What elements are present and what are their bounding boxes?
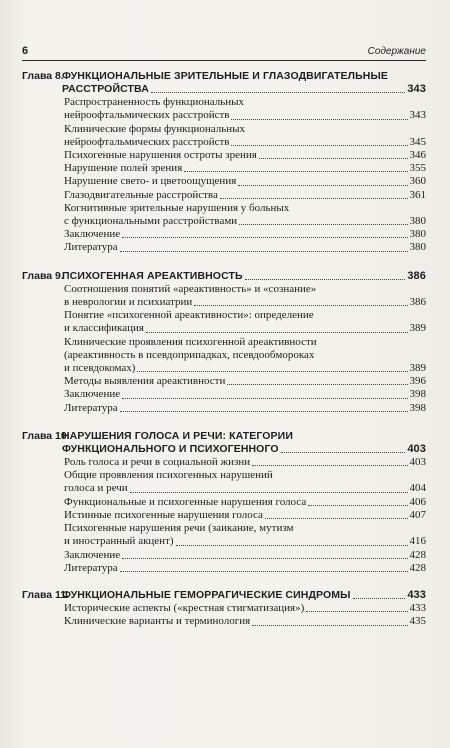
chapter-label: Глава 11.: [22, 588, 70, 601]
toc-entry-row[interactable]: [64, 388, 426, 401]
toc-entry-text: Методы выявления ареактивности: [64, 375, 226, 388]
chapter-title-last-line: [62, 443, 426, 456]
toc-entry-row[interactable]: [64, 189, 426, 202]
toc-entry-row[interactable]: [64, 602, 426, 615]
toc-entry-row[interactable]: [64, 228, 426, 241]
dot-leader: [194, 305, 407, 306]
toc-entry: [64, 375, 426, 388]
toc-entry-row[interactable]: [64, 549, 426, 562]
toc-entry-line: Клинические проявления психогенной ареактивности: [64, 335, 317, 348]
toc-entry-text: голоса и речи: [64, 482, 128, 495]
chapter-heading[interactable]: [22, 589, 426, 602]
dot-leader: [137, 371, 407, 372]
toc-entry-page: 428: [409, 548, 426, 561]
chapter-title-line: РАССТРОЙСТВА: [62, 83, 149, 95]
dot-leader: [151, 92, 405, 93]
toc-entry-row[interactable]: [64, 215, 426, 228]
toc-entry-row[interactable]: [64, 402, 426, 415]
toc-entry: [64, 469, 426, 495]
toc-entry-page: 380: [409, 215, 426, 228]
toc-entry: [64, 309, 426, 335]
toc-entry-text: Заключение: [64, 548, 121, 561]
toc-entry-row[interactable]: [64, 296, 426, 309]
toc-entry-page: 380: [409, 228, 426, 241]
toc-entry-text: Литература: [64, 561, 118, 574]
toc-entry: [64, 96, 426, 122]
chapter-title: [62, 70, 426, 96]
chapter-heading[interactable]: [22, 430, 426, 456]
toc-entry-text: и псевдокомах): [64, 362, 136, 375]
toc-entry-page: 406: [409, 495, 426, 508]
toc-entry-text: Функциональные и психогенные нарушения голоса: [64, 495, 307, 508]
toc-entry-row[interactable]: [64, 109, 426, 122]
chapter-title-line: НАРУШЕНИЯ ГОЛОСА И РЕЧИ: КАТЕГОРИИ: [62, 429, 293, 442]
toc-entry: [64, 202, 426, 228]
toc-entry-text: Глазодвигательные расстройства: [64, 188, 218, 201]
chapter-heading[interactable]: [22, 70, 426, 96]
toc-entry: [64, 123, 426, 149]
chapter-label: Глава 10.: [22, 429, 70, 442]
dot-leader: [306, 611, 407, 612]
chapter-section: [22, 270, 426, 415]
toc-entry: [64, 549, 426, 562]
toc-entry-page: 404: [409, 482, 426, 495]
dot-leader: [231, 119, 407, 120]
dot-leader: [252, 625, 407, 626]
toc-entry-row[interactable]: [64, 456, 426, 469]
toc-entry-page: 345: [409, 135, 426, 148]
toc-entry-page: 435: [409, 615, 426, 628]
chapter-title-line: ФУНКЦИОНАЛЬНЫЕ ЗРИТЕЛЬНЫЕ И ГЛАЗОДВИГАТЕЛЬНЫЕ: [62, 70, 388, 82]
dot-leader: [265, 518, 408, 519]
page-number: 6: [22, 45, 29, 57]
toc-entry-text: Нарушение свето- и цветоощущения: [64, 175, 237, 188]
dot-leader: [122, 558, 407, 559]
chapter-title-line: ФУНКЦИОНАЛЬНЫЕ ГЕМОРРАГИЧЕСКИЕ СИНДРОМЫ: [62, 588, 351, 601]
toc-entry-row[interactable]: [64, 362, 426, 375]
table-of-contents: [22, 70, 426, 629]
toc-entry-line: Распространенность функциональных: [64, 96, 245, 109]
toc-entry: [64, 241, 426, 254]
toc-entry: [64, 175, 426, 188]
toc-entry-row[interactable]: [64, 375, 426, 388]
toc-entry-text: Литература: [64, 241, 118, 254]
toc-entry-text: нейроофтальмических расстройств: [64, 135, 230, 148]
dot-leader: [120, 411, 408, 412]
dot-leader: [227, 384, 407, 385]
toc-entry-page: 361: [409, 188, 426, 201]
chapter-title-line: ПСИХОГЕННАЯ АРЕАКТИВНОСТЬ: [62, 269, 243, 282]
toc-entry-row[interactable]: [64, 149, 426, 162]
toc-entry-row[interactable]: [64, 175, 426, 188]
toc-entry-line: Клинические формы функциональных: [64, 122, 245, 135]
toc-entry-row[interactable]: [64, 496, 426, 509]
toc-entry-line: (ареактивность в псевдоприпадках, псевдообмороках: [64, 348, 315, 361]
dot-leader: [308, 505, 407, 506]
toc-entry-row[interactable]: [64, 509, 426, 522]
toc-entry-text: Исторические аспекты («крестная стигматизация»): [64, 602, 305, 615]
dot-leader: [130, 492, 408, 493]
toc-entry-row[interactable]: [64, 615, 426, 628]
dot-leader: [259, 158, 408, 159]
dot-leader: [120, 251, 408, 252]
toc-entry: [64, 522, 426, 548]
toc-entry-text: Клинические варианты и терминология: [64, 615, 251, 628]
chapter-section: [22, 70, 426, 255]
toc-entry-line: Соотношения понятий «ареактивность» и «сознание»: [64, 282, 317, 295]
dot-leader: [281, 452, 406, 453]
dot-leader: [245, 279, 406, 280]
chapter-page: 386: [407, 269, 426, 282]
chapter-title-last-line: [62, 83, 426, 96]
toc-entry-row[interactable]: [64, 241, 426, 254]
chapter-title: [62, 430, 426, 456]
toc-entry-row[interactable]: [64, 136, 426, 149]
toc-entry-text: Литература: [64, 401, 118, 414]
chapter-label: Глава 8.: [22, 70, 64, 82]
toc-entry-page: 389: [409, 322, 426, 335]
toc-entry-line: Понятие «психогенной ареактивности»: определение: [64, 309, 314, 322]
chapter-section: [22, 430, 426, 575]
chapter-title-last-line: [62, 270, 426, 283]
toc-entry-text: и классификация: [64, 322, 144, 335]
dot-leader: [176, 545, 408, 546]
chapter-heading[interactable]: [22, 270, 426, 283]
chapter-label: Глава 9.: [22, 269, 64, 282]
toc-entry: [64, 402, 426, 415]
toc-entry-line: Психогенные нарушения речи (заикание, мутизм: [64, 522, 294, 535]
toc-entry-row[interactable]: [64, 322, 426, 335]
dot-leader: [353, 598, 406, 599]
toc-entry-row[interactable]: [64, 535, 426, 548]
dot-leader: [146, 332, 408, 333]
toc-entry-text: Психогенные нарушения остроты зрения: [64, 149, 257, 162]
toc-entry: [64, 456, 426, 469]
toc-entry-page: 360: [409, 175, 426, 188]
toc-entry-page: 355: [409, 162, 426, 175]
toc-entry: [64, 509, 426, 522]
toc-entry-row[interactable]: [64, 162, 426, 175]
toc-entry: [64, 189, 426, 202]
toc-entry-page: 433: [409, 602, 426, 615]
toc-entry: [64, 388, 426, 401]
toc-entry: [64, 228, 426, 241]
toc-entry: [64, 149, 426, 162]
toc-entry-text: Роль голоса и речи в социальной жизни: [64, 456, 251, 469]
toc-entry-text: и иностранный акцент): [64, 535, 174, 548]
toc-entry-text: Заключение: [64, 388, 121, 401]
toc-entry-text: Заключение: [64, 228, 121, 241]
toc-entry: [64, 562, 426, 575]
toc-entry-page: 398: [409, 401, 426, 414]
dot-leader: [122, 398, 407, 399]
toc-entry-line: Общие проявления психогенных нарушений: [64, 469, 273, 482]
toc-entry-page: 403: [409, 456, 426, 469]
dot-leader: [220, 198, 408, 199]
toc-entry-text: в неврологии и психиатрии: [64, 296, 193, 309]
toc-entry-row[interactable]: [64, 482, 426, 495]
toc-entry-text: Истинные психогенные нарушения голоса: [64, 508, 263, 521]
toc-entry-page: 416: [409, 535, 426, 548]
toc-entry-page: 428: [409, 561, 426, 574]
toc-entry-page: 346: [409, 149, 426, 162]
dot-leader: [239, 224, 407, 225]
toc-entry-page: 343: [409, 109, 426, 122]
running-title: Содержание: [367, 46, 426, 57]
toc-entry-row[interactable]: [64, 562, 426, 575]
toc-entry-page: 389: [409, 362, 426, 375]
toc-entry-text: с функциональными расстройствами: [64, 215, 238, 228]
toc-entry: [64, 336, 426, 376]
toc-entry: [64, 162, 426, 175]
toc-entry-page: 386: [409, 296, 426, 309]
dot-leader: [120, 571, 408, 572]
dot-leader: [252, 465, 407, 466]
chapter-page: 433: [407, 588, 426, 601]
chapter-section: [22, 589, 426, 629]
toc-entry-page: 398: [409, 388, 426, 401]
toc-entry-page: 396: [409, 375, 426, 388]
chapter-title: [62, 589, 426, 602]
dot-leader: [122, 237, 407, 238]
chapter-title-last-line: [62, 589, 426, 602]
chapter-title: [62, 270, 426, 283]
toc-entry-page: 407: [409, 508, 426, 521]
toc-entry-text: Нарушение полей зрения: [64, 162, 183, 175]
toc-entry-line: Когнитивные зрительные нарушения у больных: [64, 201, 290, 214]
chapter-page: 343: [407, 83, 426, 95]
toc-entry-page: 380: [409, 241, 426, 254]
toc-entry: [64, 496, 426, 509]
dot-leader: [184, 171, 407, 172]
toc-entry: [64, 602, 426, 615]
toc-entry: [64, 615, 426, 628]
toc-entry: [64, 283, 426, 309]
chapter-page: 403: [407, 442, 426, 455]
header-rule: [22, 60, 426, 61]
page-header: [22, 45, 426, 57]
dot-leader: [231, 145, 407, 146]
chapter-title-line: ФУНКЦИОНАЛЬНОГО И ПСИХОГЕННОГО: [62, 442, 279, 455]
toc-entry-text: нейроофтальмических расстройств: [64, 109, 230, 122]
dot-leader: [238, 185, 407, 186]
